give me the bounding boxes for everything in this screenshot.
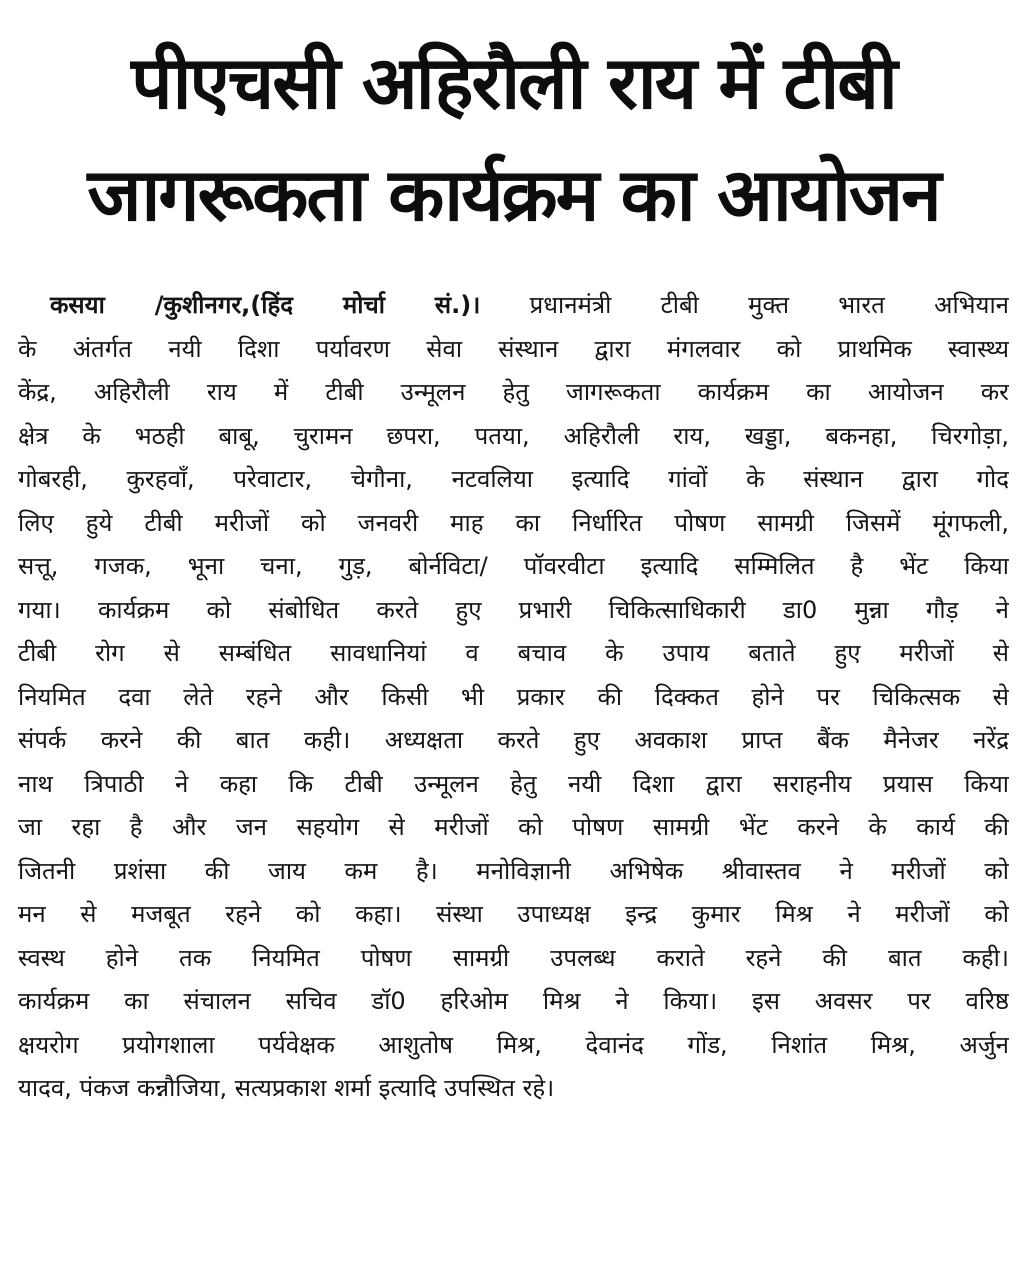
dateline: कसया /कुशीनगर,(हिंद मोर्चा सं.)।	[50, 291, 481, 319]
headline	[18, 28, 1009, 252]
article-line: के अंतर्गत नयी दिशा पर्यावरण सेवा संस्थान द्वारा मंगलवार को प्राथमिक स्वास्थ्य	[18, 334, 1009, 363]
article-line: टीबी रोग से सम्बंधित सावधानियां व बचाव के उपाय बताते हुए मरीजों से	[18, 639, 1009, 667]
article-line: क्षेत्र के भठही बाबू, चुरामन छपरा, पतया, अहिरौली राय, खड्डा, बकनहा, चिरगोड़ा,	[18, 421, 1009, 450]
article-line: यादव, पंकज कन्नौजिया, सत्यप्रकाश शर्मा इत्यादि उपस्थित रहे।	[18, 1074, 555, 1102]
article-line: नाथ त्रिपाठी ने कहा कि टीबी उन्मूलन हेतु नयी दिशा द्वारा सराहनीय प्रयास किया	[18, 769, 1009, 798]
article-line: मन से मजबूत रहने को कहा। संस्था उपाध्यक्ष इन्द्र कुमार मिश्र ने मरीजों को	[18, 900, 1009, 928]
article-line: स्वस्थ होने तक नियमित पोषण सामग्री उपलब्ध कराते रहने की बात कही।	[18, 943, 1009, 972]
article-line: लिए हुये टीबी मरीजों को जनवरी माह का निर्धारित पोषण सामग्री जिसमें मूंगफली,	[18, 508, 1009, 537]
article-line: संपर्क करने की बात कही। अध्यक्षता करते हुए अवकाश प्राप्त बैंक मैनेजर नरेंद्र	[18, 726, 1009, 754]
headline-line-1: पीएचसी अहिरौली राय में टीबी	[131, 41, 896, 126]
article-line-1-text: प्रधानमंत्री टीबी मुक्त भारत अभियान	[529, 291, 1009, 319]
article-line: सत्तू, गजक, भूना चना, गुड़, बोर्नविटा/ पॉवरवीटा इत्यादि सम्मिलित है भेंट किया	[18, 552, 1009, 580]
headline-line-2: जागरूकता कार्यक्रम का आयोजन	[87, 153, 940, 238]
article-line: केंद्र, अहिरौली राय में टीबी उन्मूलन हेतु जागरूकता कार्यक्रम का आयोजन कर	[18, 378, 1009, 406]
article-body	[18, 284, 1009, 1111]
article-line: कार्यक्रम का संचालन सचिव डॉ0 हरिओम मिश्र ने किया। इस अवसर पर वरिष्ठ	[18, 987, 1009, 1015]
article-line-1	[18, 284, 1009, 328]
article-line: गोबरही, कुरहवाँ, परेवाटार, चेगौना, नटवलिया इत्यादि गांवों के संस्थान द्वारा गोद	[18, 465, 1009, 493]
article-line: जितनी प्रशंसा की जाय कम है। मनोविज्ञानी अभिषेक श्रीवास्तव ने मरीजों को	[18, 856, 1009, 885]
article-line: जा रहा है और जन सहयोग से मरीजों को पोषण सामग्री भेंट करने के कार्य की	[18, 813, 1009, 841]
article-line: क्षयरोग प्रयोगशाला पर्यवेक्षक आशुतोष मिश्र, देवानंद गोंड, निशांत मिश्र, अर्जुन	[18, 1030, 1009, 1059]
article-line: नियमित दवा लेते रहने और किसी भी प्रकार की दिक्कत होने पर चिकित्सक से	[18, 682, 1009, 711]
article-line: गया। कार्यक्रम को संबोधित करते हुए प्रभारी चिकित्साधिकारी डा0 मुन्ना गौड़ ने	[18, 595, 1009, 624]
